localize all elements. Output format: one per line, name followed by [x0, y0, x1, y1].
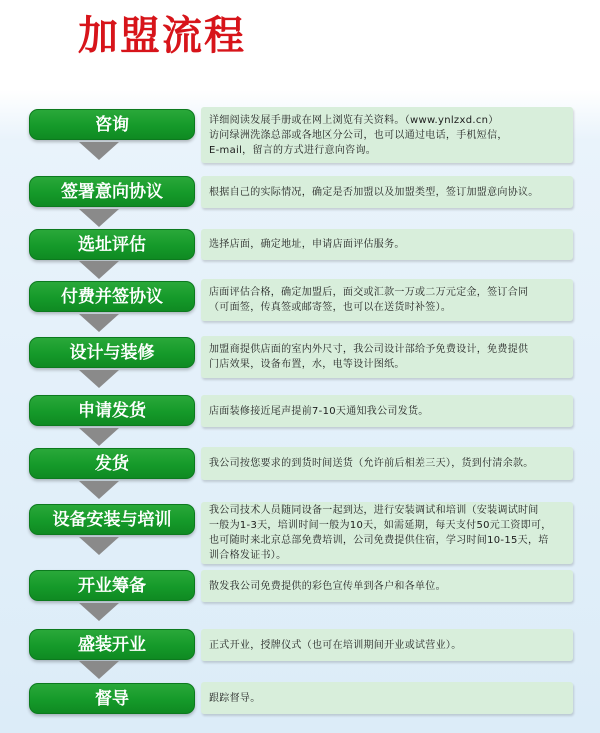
- step-description-install-training: 我公司技术人员随同设备一起到达，进行安装调试和培训（安装调试时间 一般为1-3天，培训时间一般为10天，如需延期，每天支付50元工资即可， 也可随时来北京总部免费培训，公司免费提供住宿，学习时间10-15天，培 训合格发证书）。: [201, 502, 573, 564]
- down-arrow-icon: [79, 314, 119, 332]
- step-description-consult: 详细阅读发展手册或在网上浏览有关资料。（www.ynlzxd.cn） 访问绿洲洗涤总部或各地区分公司，也可以通过电话，手机短信， E-mail，留言的方式进行意向咨询。: [201, 107, 573, 163]
- step-description-site-assessment: 选择店面，确定地址，申请店面评估服务。: [201, 229, 573, 260]
- step-description-pay-and-sign: 店面评估合格，确定加盟后，面交或汇款一万或二万元定金，签订合同 （可面签，传真签或邮寄签，也可以在送货时补签）。: [201, 279, 573, 321]
- down-arrow-icon: [79, 261, 119, 279]
- step-button-sign-intent[interactable]: 签署意向协议: [29, 176, 195, 207]
- down-arrow-icon: [79, 428, 119, 446]
- step-description-supervision: 跟踪督导。: [201, 682, 573, 714]
- down-arrow-icon: [79, 603, 119, 621]
- step-button-opening-prep[interactable]: 开业筹备: [29, 570, 195, 601]
- step-button-shipment[interactable]: 发货: [29, 448, 195, 479]
- page-title: 加盟流程: [78, 13, 246, 59]
- step-button-pay-and-sign[interactable]: 付费并签协议: [29, 281, 195, 312]
- step-button-site-assessment[interactable]: 选址评估: [29, 229, 195, 260]
- step-button-consult[interactable]: 咨询: [29, 109, 195, 140]
- step-button-supervision[interactable]: 督导: [29, 683, 195, 714]
- down-arrow-icon: [79, 661, 119, 679]
- down-arrow-icon: [79, 209, 119, 227]
- step-description-shipment: 我公司按您要求的到货时间送货（允许前后相差三天），货到付清余款。: [201, 447, 573, 480]
- step-button-request-shipment[interactable]: 申请发货: [29, 395, 195, 426]
- step-button-install-training[interactable]: 设备安装与培训: [29, 504, 195, 535]
- step-button-grand-opening[interactable]: 盛装开业: [29, 629, 195, 660]
- down-arrow-icon: [79, 537, 119, 555]
- step-description-request-shipment: 店面装修接近尾声提前7-10天通知我公司发货。: [201, 395, 573, 427]
- step-button-design-renovation[interactable]: 设计与装修: [29, 337, 195, 368]
- step-description-opening-prep: 散发我公司免费提供的彩色宣传单到各户和各单位。: [201, 570, 573, 602]
- step-description-design-renovation: 加盟商提供店面的室内外尺寸，我公司设计部给予免费设计，免费提供 门店效果，设备布置，水，电等设计图纸。: [201, 336, 573, 378]
- down-arrow-icon: [79, 370, 119, 388]
- step-description-grand-opening: 正式开业，授牌仪式（也可在培训期间开业或试营业）。: [201, 629, 573, 661]
- down-arrow-icon: [79, 481, 119, 499]
- step-description-sign-intent: 根据自己的实际情况，确定是否加盟以及加盟类型，签订加盟意向协议。: [201, 176, 573, 208]
- down-arrow-icon: [79, 142, 119, 160]
